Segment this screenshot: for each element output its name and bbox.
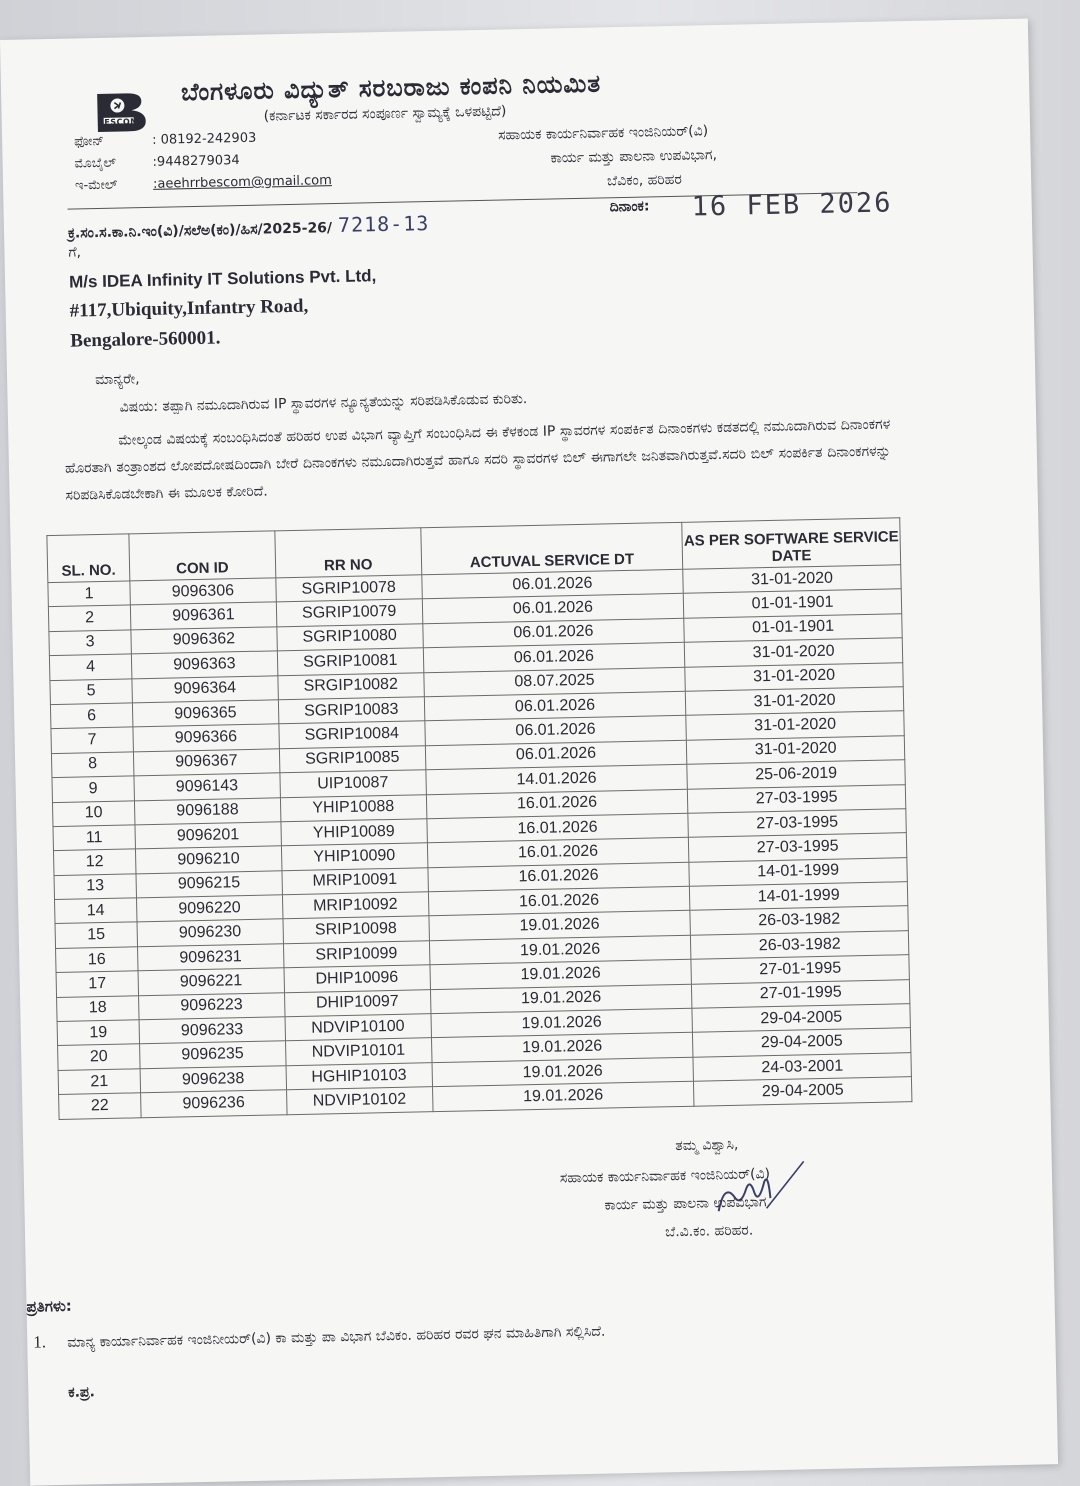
recipient-company: M/s IDEA Infinity IT Solutions Pvt. Ltd, [68,266,377,292]
cell-sl-no: 15 [55,922,137,948]
cell-software-service-date: 14-01-1999 [690,882,908,911]
ip-installations-table [46,517,912,1119]
cell-actual-service-date: 08.07.2025 [423,667,685,697]
mobile-label: ಮೊಬೈಲ್ [74,155,117,172]
cell-actual-service-date: 06.01.2026 [422,618,684,648]
cell-actual-service-date: 14.01.2026 [425,764,687,794]
cell-software-service-date: 29-04-2005 [694,1077,912,1106]
header-rr-no: RR NO [275,528,422,578]
organization-name: ಬೆಂಗಳೂರು ವಿದ್ಯುತ್ ಸರಬರಾಜು ಕಂಪನಿ ನಿಯಮಿತ [180,69,602,107]
cell-rr-no: NDVIP10100 [285,1014,431,1041]
handwritten-reference-number: 7218-13 [337,211,430,237]
header-actual-service-date: ACTUVAL SERVICE DT [420,522,683,574]
cell-actual-service-date: 06.01.2026 [425,740,687,770]
cell-con-id: 9096365 [132,700,278,727]
cell-con-id: 9096143 [134,773,280,800]
cell-actual-service-date: 19.01.2026 [431,1033,693,1063]
cell-software-service-date: 31-01-2020 [686,711,904,740]
email-label: ಇ-ಮೇಲ್ [74,177,118,194]
signatory-division: ಕಾರ್ಯ ಮತ್ತು ಪಾಲನಾ ಉಪವಿಭಾಗ [604,1194,767,1214]
cell-software-service-date: 31-01-2020 [686,687,904,716]
cell-sl-no: 6 [50,703,132,729]
cell-actual-service-date: 06.01.2026 [423,642,685,672]
cell-actual-service-date: 06.01.2026 [424,691,686,721]
to-label: ಗೆ, [68,244,82,261]
handwritten-signature [703,1151,814,1223]
cell-con-id: 9096366 [133,724,279,751]
cell-software-service-date: 31-01-2020 [685,662,903,691]
cell-rr-no: SRIP10099 [283,941,429,968]
closing-phrase: ತಮ್ಮ ವಿಶ್ವಾಸಿ, [675,1136,739,1155]
cell-software-service-date: 14-01-1999 [689,857,907,886]
cell-software-service-date: 29-04-2005 [693,1028,911,1057]
cell-rr-no: MRIP10091 [282,867,428,894]
cell-software-service-date: 31-01-2020 [685,638,903,667]
office-designation: ಸಹಾಯಕ ಕಾರ್ಯನಿರ್ವಾಹಕ ಇಂಜಿನಿಯರ್(ವಿ) [497,123,709,144]
cell-con-id: 9096364 [132,675,278,702]
cell-con-id: 9096231 [137,944,283,971]
cell-rr-no: DHIP10097 [284,989,430,1016]
cell-rr-no: NDVIP10101 [285,1038,431,1065]
cell-rr-no: MRIP10092 [282,892,428,919]
cell-con-id: 9096188 [134,797,280,824]
cell-sl-no: 7 [51,727,133,753]
cell-actual-service-date: 06.01.2026 [424,716,686,746]
cell-con-id: 9096236 [140,1090,286,1117]
cell-sl-no: 8 [51,752,133,778]
cell-rr-no: YHIP10088 [280,794,426,821]
cell-con-id: 9096363 [131,651,277,678]
cell-sl-no: 13 [54,874,136,900]
cell-sl-no: 21 [58,1069,140,1095]
cell-rr-no: HGHIP10103 [286,1062,432,1089]
cell-actual-service-date: 06.01.2026 [422,594,684,624]
email-value: :aeehrrbescom@gmail.com [152,173,333,192]
cell-con-id: 9096201 [135,822,281,849]
header-con-id: CON ID [129,531,276,581]
cell-con-id: 9096235 [139,1041,285,1068]
cell-software-service-date: 29-04-2005 [692,1004,910,1033]
reference-prefix: ಕ್ರ.ಸಂ.ಸ.ಕಾ.ನಿ.ಇಂ(ವಿ)/ಸಲೆಅ(ಕಂ)/ಹಿಸ/2025-26/ [67,220,333,242]
cell-rr-no: SGRIP10083 [278,697,424,724]
cell-software-service-date: 01-01-1901 [683,589,901,618]
cell-con-id: 9096238 [140,1066,286,1093]
body-paragraph: ಮೇಲ್ಕಂಡ ವಿಷಯಕ್ಕೆ ಸಂಬಂಧಿಸಿದಂತೆ ಹರಿಹರ ಉಪ ವಿಭಾಗ ವ್ಯಾಪ್ತಿಗೆ ಸಂಬಂಧಿಸಿದ ಈ ಕೆಳಕಂಡ IP ಸ್ಥಾವರಗಳ ಸಂಪರ್ಕಿತ ದಿನಾಂಕಗಳು ಕಡತದಲ್ಲಿ ನಮೂದಾಗಿರುವ ದಿನಾಂಕಗಳ ಹೊರತಾಗಿ ತಂತ್ರಾಂಶದ ಲೋಪದೋಷದಿಂದಾಗಿ ಬೇರೆ ದಿನಾಂಕಗಳು ನಮೂದಾಗಿರುತ್ತವೆ ಹಾಗೂ ಸದರಿ ಸ್ಥಾವರಗಳ ಬಿಲ್ ಈಗಾಗಲೇ ಜನಿತವಾಗಿರುತ್ತವೆ.ಸದರಿ ಬಿಲ್ ಸಂಪರ್ಕಿತ ದಿನಾಂಕಗಳನ್ನು ಸರಿಪಡಿಸಿಕೊಡಬೇಕಾಗಿ ಈ ಮೂಲಕ ಕೋರಿದೆ. [64,416,891,504]
copy-note: ಕ.ಪ್ರ. [68,1384,96,1401]
cell-actual-service-date: 19.01.2026 [432,1081,694,1111]
cell-sl-no: 20 [58,1044,140,1070]
cell-sl-no: 12 [53,849,135,875]
cell-actual-service-date: 16.01.2026 [428,886,690,916]
reference-number [68,211,430,243]
cell-actual-service-date: 19.01.2026 [430,959,692,989]
cell-sl-no: 9 [52,776,134,802]
cell-con-id: 9096215 [136,870,282,897]
cell-rr-no: NDVIP10102 [286,1087,432,1114]
cell-con-id: 9096210 [135,846,281,873]
cell-software-service-date: 27-03-1995 [688,809,906,838]
cell-actual-service-date: 19.01.2026 [430,984,692,1014]
cell-rr-no: SGRIP10079 [276,599,422,626]
phone-value: : 08192-242903 [151,130,257,148]
cell-con-id: 9096361 [130,602,276,629]
cell-sl-no: 4 [49,654,131,680]
cell-rr-no: SRIP10098 [283,916,429,943]
cell-software-service-date: 26-03-1982 [691,931,909,960]
cell-actual-service-date: 19.01.2026 [429,935,691,965]
cell-sl-no: 10 [52,800,134,826]
signatory-location: ಬೆ.ವಿ.ಕಂ. ಹರಿಹರ. [664,1222,754,1241]
cell-sl-no: 16 [56,947,138,973]
cell-actual-service-date: 19.01.2026 [431,1008,693,1038]
table-body [48,565,912,1119]
cell-software-service-date: 24-03-2001 [693,1052,911,1081]
cell-sl-no: 1 [48,581,130,607]
cell-software-service-date: 01-01-1901 [684,614,902,643]
cell-rr-no: SGRIP10085 [279,745,425,772]
cell-software-service-date: 27-01-1995 [692,979,910,1008]
email-row [75,173,332,193]
cell-rr-no: SGRIP10084 [279,721,425,748]
cell-software-service-date: 26-03-1982 [690,906,908,935]
cell-software-service-date: 27-01-1995 [691,955,909,984]
bescom-logo-icon [93,87,156,136]
cell-con-id: 9096220 [136,895,282,922]
copy-item [33,1308,973,1359]
copy-item-text: ಮಾನ್ಯ ಕಾರ್ಯಾನಿರ್ವಾಹಕ ಇಂಜಿನೀಯರ್(ವಿ) ಕಾ ಮತ್ತು ಪಾ ವಿಭಾಗ ಬೆವಿಕಂ. ಹರಿಹರ ರವರ ಘನ ಮಾಹಿತಿಗಾಗಿ ಸಲ್ಲಿಸಿದೆ. [67,1323,606,1351]
cell-con-id: 9096230 [137,919,283,946]
logo-wordmark: BESCOM [97,117,139,127]
office-division: ಕಾರ್ಯ ಮತ್ತು ಪಾಲನಾ ಉಪವಿಭಾಗ, [550,147,718,167]
salutation: ಮಾನ್ಯರೇ, [94,371,140,389]
cell-actual-service-date: 16.01.2026 [427,813,689,843]
header-sl-no: SL. NO. [47,534,130,583]
cell-rr-no: YHIP10090 [281,843,427,870]
mobile-row [74,153,239,171]
cell-actual-service-date: 19.01.2026 [429,911,691,941]
cell-software-service-date: 31-01-2020 [687,735,905,764]
cell-rr-no: SGRIP10080 [277,624,423,651]
cell-rr-no: YHIP10089 [281,819,427,846]
cell-sl-no: 18 [57,995,139,1021]
copy-item-number: 1. [33,1332,47,1352]
recipient-city: Bengalore-560001. [70,327,221,352]
cell-sl-no: 22 [59,1093,141,1119]
cell-rr-no: SRGIP10082 [278,672,424,699]
cell-rr-no: UIP10087 [280,770,426,797]
cell-con-id: 9096362 [131,627,277,654]
subject-line: ವಿಷಯ: ತಪ್ಪಾಗಿ ನಮೂದಾಗಿರುವ IP ಸ್ಥಾವರಗಳ ನ್ಯೂನ್ಯತೆಯನ್ನು ಸರಿಪಡಿಸಿಕೊಡುವ ಕುರಿತು. [119,391,528,416]
cell-sl-no: 5 [50,678,132,704]
cell-software-service-date: 31-01-2020 [683,565,901,594]
cell-actual-service-date: 19.01.2026 [432,1057,694,1087]
cell-con-id: 9096223 [138,992,284,1019]
cell-sl-no: 11 [53,825,135,851]
cell-rr-no: SGRIP10081 [277,648,423,675]
cell-rr-no: DHIP10096 [284,965,430,992]
cell-actual-service-date: 16.01.2026 [426,789,688,819]
date-label: ದಿನಾಂಕ: [609,198,650,216]
cell-rr-no: SGRIP10078 [276,575,422,602]
cell-sl-no: 17 [56,971,138,997]
cell-actual-service-date: 06.01.2026 [421,569,683,599]
cell-sl-no: 3 [49,630,131,656]
recipient-street: #117,Ubiquity,Infantry Road, [69,295,309,322]
cell-con-id: 9096221 [138,968,284,995]
cell-actual-service-date: 16.01.2026 [428,862,690,892]
office-location: ಬೆವಿಕಂ, ಹರಿಹರ [606,171,683,190]
cell-sl-no: 2 [48,605,130,631]
date-stamp: 16 FEB 2026 [691,187,893,223]
cell-sl-no: 19 [57,1020,139,1046]
cell-con-id: 9096367 [133,749,279,776]
organization-subtitle: (ಕರ್ನಾಟಕ ಸರ್ಕಾರದ ಸಂಪೂರ್ಣ ಸ್ವಾಮ್ಯಕ್ಕೆ ಒಳಪಟ್ಟಿದೆ) [263,103,507,125]
cell-con-id: 9096306 [130,578,276,605]
signatory-designation: ಸಹಾಯಕ ಕಾರ್ಯನಿರ್ವಾಹಕ ಇಂಜಿನಿಯರ್(ವಿ) [559,1166,771,1187]
cell-sl-no: 14 [55,898,137,924]
cell-software-service-date: 27-03-1995 [688,784,906,813]
letter-page [0,18,1058,1485]
phone-label: ಫೋನ್ [73,133,105,150]
copies-label: ಪ್ರತಿಗಳು: [26,1296,72,1316]
phone-row [74,131,256,150]
mobile-value: :9448279034 [152,153,240,170]
cell-software-service-date: 27-03-1995 [689,833,907,862]
header-software-service-date: AS PER SOFTWARE SERVICE DATE [682,518,901,570]
cell-con-id: 9096233 [139,1017,285,1044]
cell-software-service-date: 25-06-2019 [687,760,905,789]
cell-actual-service-date: 16.01.2026 [427,838,689,868]
